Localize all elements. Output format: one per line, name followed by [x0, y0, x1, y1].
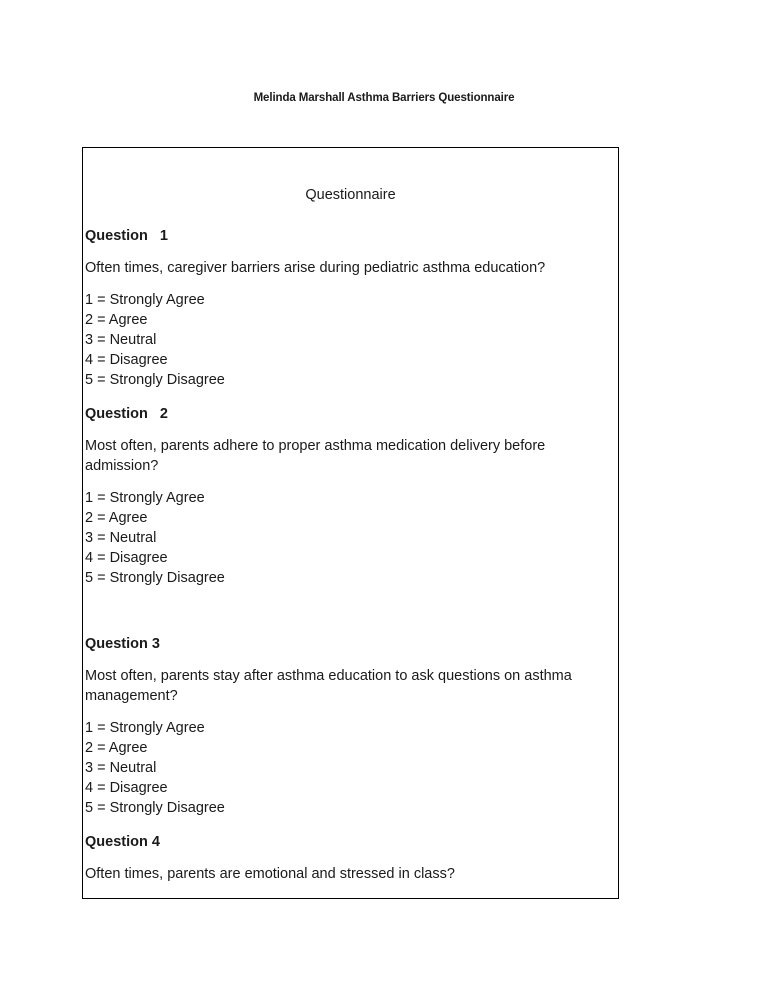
- questionnaire-box: [82, 147, 619, 899]
- option-strongly-agree: 1 = Strongly Agree: [85, 720, 205, 736]
- question-4-text: Often times, parents are emotional and stressed in class?: [85, 866, 455, 882]
- question-3-options: [85, 718, 610, 818]
- option-neutral: 3 = Neutral: [85, 760, 157, 776]
- question-3-text: Most often, parents stay after asthma education to ask questions on asthma management?: [85, 668, 572, 704]
- question-1-options: [85, 290, 610, 390]
- question-4: [85, 832, 610, 884]
- question-2-text: Most often, parents adhere to proper asthma medication delivery before admission?: [85, 438, 546, 474]
- question-2: [85, 404, 610, 588]
- question-2-label: Question 2: [85, 406, 168, 422]
- option-neutral: 3 = Neutral: [85, 530, 157, 546]
- option-agree: 2 = Agree: [85, 510, 148, 526]
- question-3-label: Question 3: [85, 636, 160, 652]
- option-disagree: 4 = Disagree: [85, 780, 168, 796]
- question-4-label: Question 4: [85, 834, 160, 850]
- option-disagree: 4 = Disagree: [85, 550, 168, 566]
- document-title: Melinda Marshall Asthma Barriers Questionnaire: [253, 92, 515, 104]
- option-agree: 2 = Agree: [85, 740, 148, 756]
- option-agree: 2 = Agree: [85, 312, 148, 328]
- question-1: [85, 226, 610, 390]
- question-1-text: Often times, caregiver barriers arise during pediatric asthma education?: [85, 260, 546, 276]
- option-strongly-agree: 1 = Strongly Agree: [85, 490, 205, 506]
- option-neutral: 3 = Neutral: [85, 332, 157, 348]
- option-strongly-disagree: 5 = Strongly Disagree: [85, 372, 225, 388]
- question-3: [85, 634, 610, 818]
- option-strongly-agree: 1 = Strongly Agree: [85, 292, 205, 308]
- questionnaire-heading: Questionnaire: [305, 187, 396, 203]
- question-2-options: [85, 488, 610, 588]
- option-strongly-disagree: 5 = Strongly Disagree: [85, 800, 225, 816]
- option-strongly-disagree: 5 = Strongly Disagree: [85, 570, 225, 586]
- question-1-label: Question 1: [85, 228, 168, 244]
- option-disagree: 4 = Disagree: [85, 352, 168, 368]
